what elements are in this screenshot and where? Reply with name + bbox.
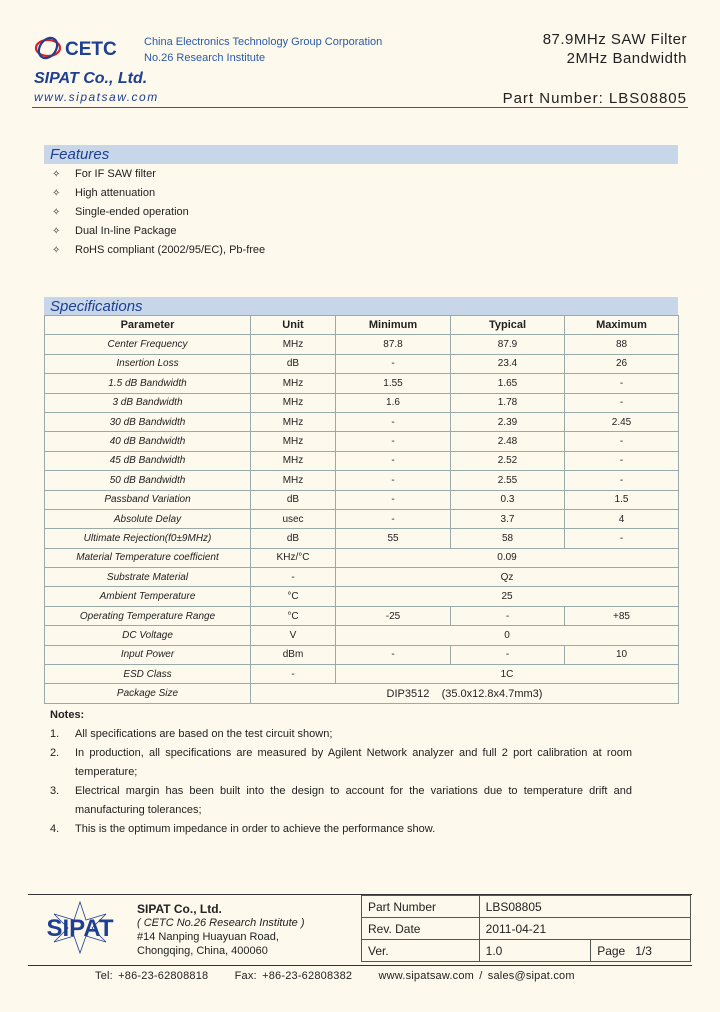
column-header: Unit: [251, 316, 336, 335]
max-cell: -: [565, 393, 679, 412]
param-cell: Ambient Temperature: [45, 587, 251, 606]
org-name: [144, 34, 382, 66]
table-row: [362, 896, 691, 918]
feature-item: ✧ RoHS compliant (2002/95/EC), Pb-free: [52, 241, 265, 260]
rev-date-label: Rev. Date: [362, 918, 480, 940]
min-cell: -: [336, 451, 451, 470]
param-cell: 40 dB Bandwidth: [45, 432, 251, 451]
unit-cell: dB: [251, 490, 336, 509]
feature-item: ✧ For IF SAW filter: [52, 165, 265, 184]
version-value: 1.0: [479, 940, 591, 962]
unit-cell: -: [251, 568, 336, 587]
unit-cell: MHz: [251, 335, 336, 354]
table-row: [45, 665, 679, 684]
note-item: 4. This is the optimum impedance in order to achieve the performance show.: [50, 823, 436, 835]
table-row: [45, 645, 679, 664]
table-row: [362, 918, 691, 940]
footer-company-name: SIPAT Co., Ltd.: [137, 902, 222, 916]
specifications-table: [44, 315, 679, 704]
table-row: [45, 548, 679, 567]
value-cell: 25: [336, 587, 679, 606]
notes-title: Notes:: [50, 709, 85, 721]
company-name: SIPAT Co., Ltd.: [34, 70, 148, 87]
footer-address-1: #14 Nanping Huayuan Road,: [137, 931, 279, 943]
unit-cell: dB: [251, 529, 336, 548]
min-cell: -: [336, 490, 451, 509]
typ-cell: -: [451, 606, 565, 625]
typ-cell: 3.7: [451, 509, 565, 528]
bullet-icon: ✧: [52, 188, 61, 199]
max-cell: -: [565, 529, 679, 548]
features-list: [52, 165, 265, 260]
part-number: Part Number: LBS08805: [502, 90, 687, 107]
param-cell: Center Frequency: [45, 335, 251, 354]
table-row: [45, 354, 679, 373]
website-link[interactable]: www.sipatsaw.com: [34, 90, 159, 104]
param-cell: 30 dB Bandwidth: [45, 412, 251, 431]
param-cell: Ultimate Rejection(f0±9MHz): [45, 529, 251, 548]
product-title: [543, 30, 687, 68]
unit-cell: MHz: [251, 374, 336, 393]
bullet-icon: ✧: [52, 169, 61, 180]
min-cell: -: [336, 509, 451, 528]
min-cell: -: [336, 471, 451, 490]
value-cell: 0.09: [336, 548, 679, 567]
max-cell: 88: [565, 335, 679, 354]
footer-company-sub: ( CETC No.26 Research Institute ): [137, 917, 305, 929]
table-row: [45, 684, 679, 703]
typ-cell: 87.9: [451, 335, 565, 354]
table-row: [45, 626, 679, 645]
param-cell: Substrate Material: [45, 568, 251, 587]
part-number-value: LBS08805: [479, 896, 690, 918]
unit-cell: KHz/°C: [251, 548, 336, 567]
max-cell: -: [565, 451, 679, 470]
table-row: [45, 471, 679, 490]
table-row: [45, 451, 679, 470]
param-cell: Absolute Delay: [45, 509, 251, 528]
rev-date-value: 2011-04-21: [479, 918, 690, 940]
param-cell: ESD Class: [45, 665, 251, 684]
min-cell: -: [336, 645, 451, 664]
unit-cell: °C: [251, 606, 336, 625]
max-cell: 2.45: [565, 412, 679, 431]
page-indicator: Page 1/3: [591, 940, 691, 962]
min-cell: 55: [336, 529, 451, 548]
typ-cell: 2.55: [451, 471, 565, 490]
org-line-2: No.26 Research Institute: [144, 52, 266, 64]
table-row: [45, 393, 679, 412]
column-header: Typical: [451, 316, 565, 335]
unit-cell: °C: [251, 587, 336, 606]
bullet-icon: ✧: [52, 245, 61, 256]
min-cell: -: [336, 354, 451, 373]
max-cell: -: [565, 374, 679, 393]
table-row: [362, 940, 691, 962]
note-item: 3. Electrical margin has been built into the design to account for the variations due to temperature drift and manufacturing tolerances;: [50, 785, 632, 816]
param-cell: Input Power: [45, 645, 251, 664]
title-line-2: 2MHz Bandwidth: [566, 50, 687, 67]
feature-item: ✧ Dual In-line Package: [52, 222, 265, 241]
param-cell: 45 dB Bandwidth: [45, 451, 251, 470]
bullet-icon: ✧: [52, 207, 61, 218]
min-cell: -: [336, 432, 451, 451]
param-cell: 1.5 dB Bandwidth: [45, 374, 251, 393]
typ-cell: 1.65: [451, 374, 565, 393]
param-cell: Material Temperature coefficient: [45, 548, 251, 567]
typ-cell: 2.39: [451, 412, 565, 431]
table-row: [45, 374, 679, 393]
max-cell: -: [565, 432, 679, 451]
typ-cell: 23.4: [451, 354, 565, 373]
sipat-logo-text: SIPAT: [46, 915, 114, 942]
param-cell: Passband Variation: [45, 490, 251, 509]
unit-cell: dB: [251, 354, 336, 373]
features-heading: Features: [44, 145, 678, 164]
sipat-logo: [30, 900, 130, 955]
param-cell: Insertion Loss: [45, 354, 251, 373]
table-row: [45, 606, 679, 625]
param-cell: 50 dB Bandwidth: [45, 471, 251, 490]
param-cell: 3 dB Bandwidth: [45, 393, 251, 412]
param-cell: Operating Temperature Range: [45, 606, 251, 625]
unit-cell: V: [251, 626, 336, 645]
unit-cell: -: [251, 665, 336, 684]
unit-cell: MHz: [251, 451, 336, 470]
unit-cell: MHz: [251, 432, 336, 451]
min-cell: 87.8: [336, 335, 451, 354]
contact-line: Tel: +86-23-62808818 Fax: +86-23-62808382 www.sipatsaw.com / sales@sipat.com: [95, 970, 575, 982]
column-header: Minimum: [336, 316, 451, 335]
unit-cell: MHz: [251, 471, 336, 490]
note-item: 2. In production, all specifications are measured by Agilent Network analyzer and full 2 port calibration at room temperature;: [50, 747, 632, 778]
min-cell: 1.55: [336, 374, 451, 393]
feature-item: ✧ High attenuation: [52, 184, 265, 203]
min-cell: -: [336, 412, 451, 431]
note-item: 1. All specifications are based on the test circuit shown;: [50, 728, 333, 740]
value-cell: 0: [336, 626, 679, 645]
typ-cell: 1.78: [451, 393, 565, 412]
org-line-1: China Electronics Technology Group Corporation: [144, 36, 383, 48]
cetc-logo: [34, 30, 129, 66]
typ-cell: 58: [451, 529, 565, 548]
cetc-logo-text: CETC: [65, 39, 117, 60]
min-cell: -25: [336, 606, 451, 625]
unit-cell: MHz: [251, 412, 336, 431]
package-cell: DIP3512 (35.0x12.8x4.7mm3): [251, 684, 679, 703]
value-cell: 1C: [336, 665, 679, 684]
column-header: Maximum: [565, 316, 679, 335]
part-number-label: Part Number: [362, 896, 480, 918]
notes-section: [50, 706, 632, 839]
table-row: [45, 432, 679, 451]
max-cell: -: [565, 471, 679, 490]
typ-cell: 0.3: [451, 490, 565, 509]
unit-cell: usec: [251, 509, 336, 528]
cetc-swirl-icon: [35, 34, 61, 61]
specifications-heading: Specifications: [44, 297, 678, 316]
column-header: Parameter: [45, 316, 251, 335]
table-row: [45, 509, 679, 528]
feature-item: ✧ Single-ended operation: [52, 203, 265, 222]
header-divider: [32, 107, 688, 108]
unit-cell: MHz: [251, 393, 336, 412]
min-cell: 1.6: [336, 393, 451, 412]
max-cell: 4: [565, 509, 679, 528]
bullet-icon: ✧: [52, 226, 61, 237]
table-header-row: [45, 316, 679, 335]
table-row: [45, 529, 679, 548]
table-row: [45, 335, 679, 354]
footer-company: [137, 902, 305, 958]
param-cell: DC Voltage: [45, 626, 251, 645]
max-cell: +85: [565, 606, 679, 625]
revision-table: [361, 895, 691, 962]
max-cell: 10: [565, 645, 679, 664]
param-cell: Package Size: [45, 684, 251, 703]
title-line-1: 87.9MHz SAW Filter: [542, 31, 687, 48]
value-cell: Qz: [336, 568, 679, 587]
typ-cell: 2.48: [451, 432, 565, 451]
table-row: [45, 587, 679, 606]
typ-cell: -: [451, 645, 565, 664]
typ-cell: 2.52: [451, 451, 565, 470]
max-cell: 1.5: [565, 490, 679, 509]
table-row: [45, 568, 679, 587]
table-row: [45, 412, 679, 431]
footer-address-2: Chongqing, China, 400060: [137, 945, 268, 957]
version-label: Ver.: [362, 940, 480, 962]
max-cell: 26: [565, 354, 679, 373]
table-row: [45, 490, 679, 509]
unit-cell: dBm: [251, 645, 336, 664]
